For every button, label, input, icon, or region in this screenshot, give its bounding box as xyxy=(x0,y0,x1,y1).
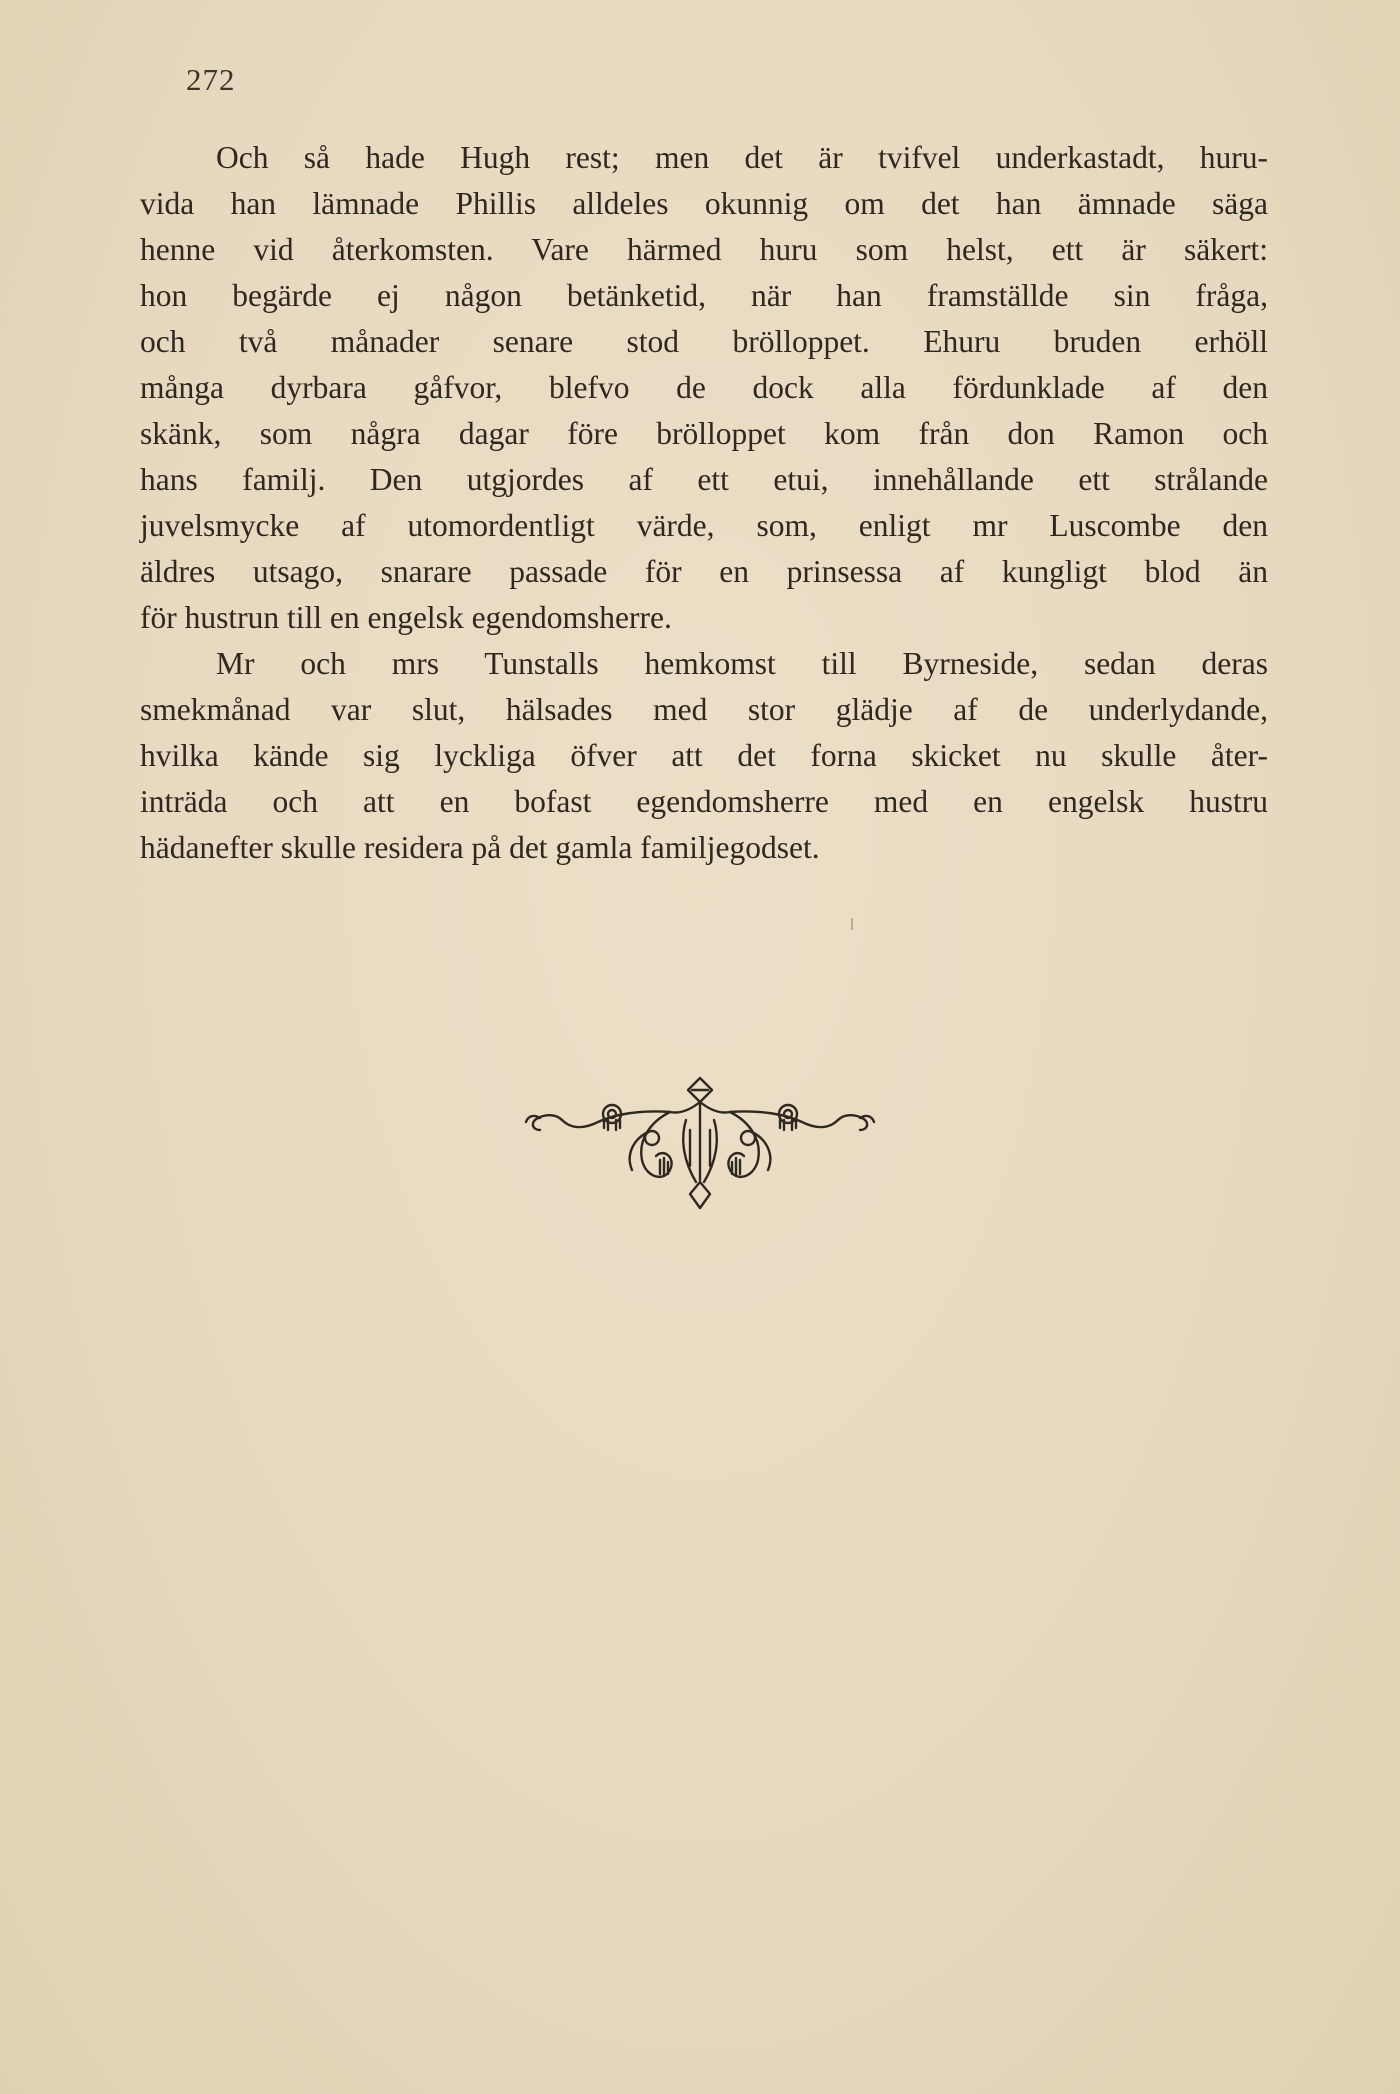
text-line: skänk, som några dagar före brölloppet kom från don Ramon och xyxy=(140,416,1268,451)
ink-speck xyxy=(851,918,853,930)
text-line: inträda och att en bofast egendomsherre med en engelsk hustru xyxy=(140,784,1268,819)
text-line: många dyrbara gåfvor, blefvo de dock alla fördunklade af den xyxy=(140,370,1268,405)
text-line: Och så hade Hugh rest; men det är tvifvel underkastadt, huru- xyxy=(216,140,1268,175)
text-line: för hustrun till en engelsk egendomsherre. xyxy=(140,600,672,635)
text-line: hädanefter skulle residera på det gamla familjegodset. xyxy=(140,830,820,865)
text-line: hon begärde ej någon betänketid, när han framställde sin fråga, xyxy=(140,278,1268,313)
decorative-vignette-icon xyxy=(520,1070,880,1230)
text-line: hvilka kände sig lyckliga öfver att det forna skicket nu skulle åter- xyxy=(140,738,1268,773)
text-line: äldres utsago, snarare passade för en prinsessa af kungligt blod än xyxy=(140,554,1268,589)
text-line: juvelsmycke af utomordentligt värde, som, enligt mr Luscombe den xyxy=(140,508,1268,543)
text-line: smekmånad var slut, hälsades med stor glädje af de underlydande, xyxy=(140,692,1268,727)
text-line: och två månader senare stod brölloppet. Ehuru bruden erhöll xyxy=(140,324,1268,359)
text-line: vida han lämnade Phillis alldeles okunnig om det han ämnade säga xyxy=(140,186,1268,221)
page-number: 272 xyxy=(186,62,236,97)
text-line: hans familj. Den utgjordes af ett etui, innehållande ett strålande xyxy=(140,462,1268,497)
body-text xyxy=(140,135,1268,871)
text-line: henne vid återkomsten. Vare härmed huru som helst, ett är säkert: xyxy=(140,232,1268,267)
text-line: Mr och mrs Tunstalls hemkomst till Byrneside, sedan deras xyxy=(216,646,1268,681)
